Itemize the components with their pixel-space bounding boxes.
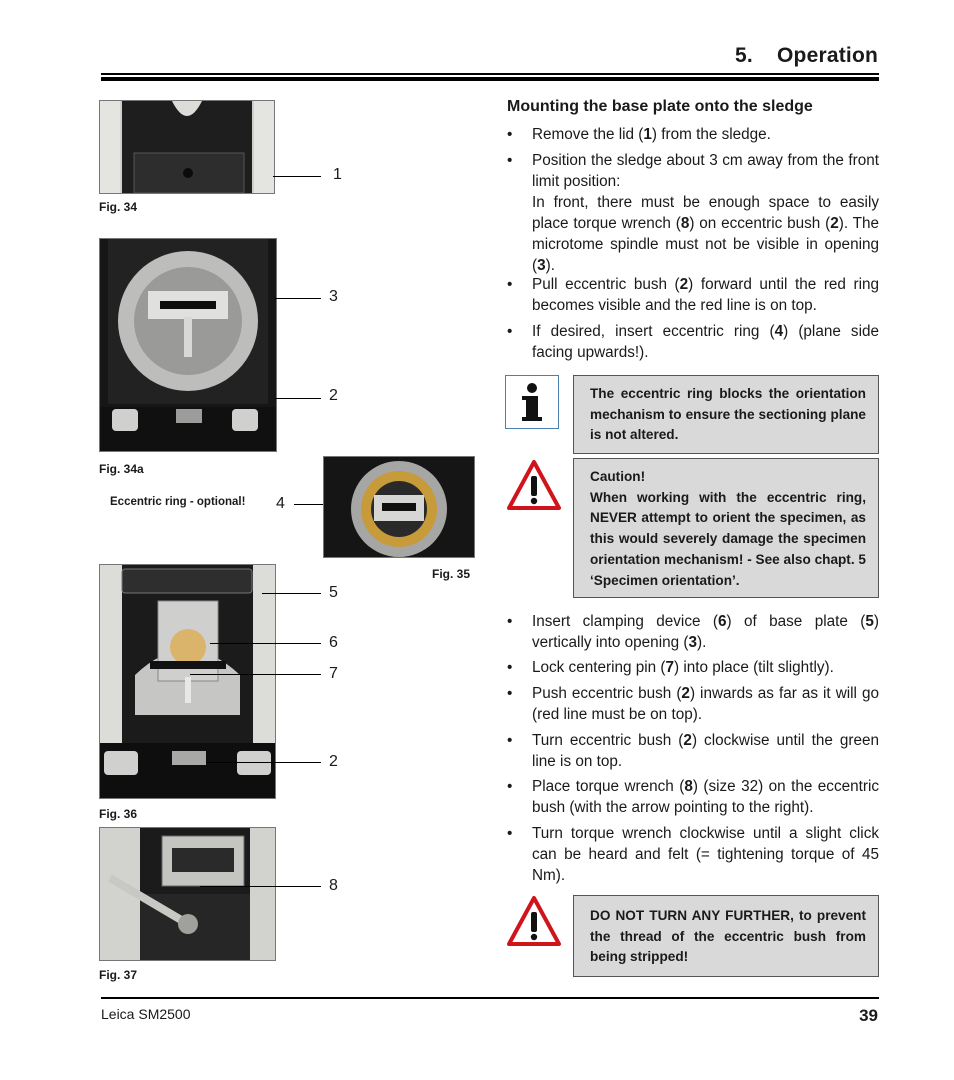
bullet-dot: • xyxy=(507,152,513,169)
caution-icon xyxy=(506,459,562,511)
bullet-text: Remove the lid (1) from the sledge. xyxy=(532,126,771,143)
bullet-text: Place torque wrench (8) (size 32) on the eccentric bush (with the arrow pointing to the right). xyxy=(532,778,879,816)
callout-4: 4 xyxy=(276,495,285,512)
callout-line xyxy=(190,674,321,675)
bullet-dot: • xyxy=(507,276,513,293)
callout-3: 3 xyxy=(329,288,338,305)
bullet-text: Turn torque wrench clockwise until a slight click can be heard and felt (= tightening torque of 45 Nm). xyxy=(532,825,879,884)
footer-product: Leica SM2500 xyxy=(101,1006,191,1022)
bullet-item xyxy=(507,730,879,772)
bullet-item xyxy=(507,274,879,316)
callout-2b: 2 xyxy=(329,753,338,770)
fig34a-photo xyxy=(99,238,277,452)
page-number: 39 xyxy=(859,1006,878,1025)
info-icon xyxy=(505,375,559,429)
callout-line xyxy=(275,398,321,399)
callout-line xyxy=(273,176,321,177)
callout-1: 1 xyxy=(333,166,342,183)
bullet-item xyxy=(507,124,879,145)
chapter-heading: 5. Operation xyxy=(734,44,878,67)
section-title: Mounting the base plate onto the sledge xyxy=(507,98,813,115)
callout-6: 6 xyxy=(329,634,338,651)
warning-note xyxy=(573,895,879,977)
bullet-dot: • xyxy=(507,778,513,795)
fig35-caption: Fig. 35 xyxy=(432,567,471,581)
header-rule-thick xyxy=(101,77,879,81)
callout-5: 5 xyxy=(329,584,338,601)
bullet-item xyxy=(507,823,879,886)
fig34-caption: Fig. 34 xyxy=(99,200,138,214)
bullet-dot: • xyxy=(507,613,513,630)
caution-note xyxy=(573,458,879,598)
callout-7: 7 xyxy=(329,665,338,682)
callout-line xyxy=(200,886,321,887)
caution-title: Caution! xyxy=(590,469,646,484)
bullet-text: Pull eccentric bush (2) forward until the red ring becomes visible and the red line is on top. xyxy=(532,276,879,314)
bullet-text: Lock centering pin (7) into place (tilt slightly). xyxy=(532,659,834,676)
info-note xyxy=(573,375,879,454)
bullet-item xyxy=(507,657,879,678)
fig37-caption: Fig. 37 xyxy=(99,968,138,982)
footer-rule xyxy=(101,997,879,999)
callout-line xyxy=(210,643,321,644)
callout-line xyxy=(262,593,321,594)
fig34a-caption: Fig. 34a xyxy=(99,462,144,476)
warning-icon xyxy=(506,895,562,947)
callout-line xyxy=(275,298,321,299)
fig37-photo xyxy=(99,827,276,961)
fig35-photo xyxy=(323,456,475,558)
bullet-text: Turn eccentric bush (2) clockwise until the green line is on top. xyxy=(532,732,879,770)
bullet-dot: • xyxy=(507,732,513,749)
bullet-text: Position the sledge about 3 cm away from the front limit position: In front, there must be enough space to easily place torque wrench (8) on eccentric bush (2). The microtome spindle must not be visible in opening (3). xyxy=(532,152,879,274)
bullet-item xyxy=(507,776,879,818)
callout-2: 2 xyxy=(329,387,338,404)
bullet-item xyxy=(507,611,879,653)
warning-text: DO NOT TURN ANY FURTHER, to prevent the thread of the eccentric bush from being stripped! xyxy=(590,908,866,965)
bullet-dot: • xyxy=(507,323,513,340)
bullet-dot: • xyxy=(507,659,513,676)
callout-8: 8 xyxy=(329,877,338,894)
bullet-dot: • xyxy=(507,825,513,842)
bullet-item xyxy=(507,150,879,276)
fig35-label: Eccentric ring - optional! xyxy=(110,496,246,508)
fig36-caption: Fig. 36 xyxy=(99,807,138,821)
header-rule xyxy=(101,73,879,75)
bullet-text: Push eccentric bush (2) inwards as far as it will go (red line must be on top). xyxy=(532,685,879,723)
bullet-item xyxy=(507,683,879,725)
bullet-item xyxy=(507,321,879,363)
bullet-dot: • xyxy=(507,126,513,143)
caution-text: When working with the eccentric ring, NEVER attempt to orient the specimen, as this would severely damage the specimen orientation mechanism! - See also chapt. 5 ‘Specimen orientation’. xyxy=(590,489,866,588)
info-note-text: The eccentric ring blocks the orientation mechanism to ensure the sectioning plane is not altered. xyxy=(590,386,866,443)
bullet-dot: • xyxy=(507,685,513,702)
fig34-photo xyxy=(99,100,275,194)
fig36-photo xyxy=(99,564,276,799)
bullet-text: If desired, insert eccentric ring (4) (plane side facing upwards!). xyxy=(532,323,879,361)
bullet-text: Insert clamping device (6) of base plate (5) vertically into opening (3). xyxy=(532,613,879,651)
callout-line xyxy=(206,762,321,763)
